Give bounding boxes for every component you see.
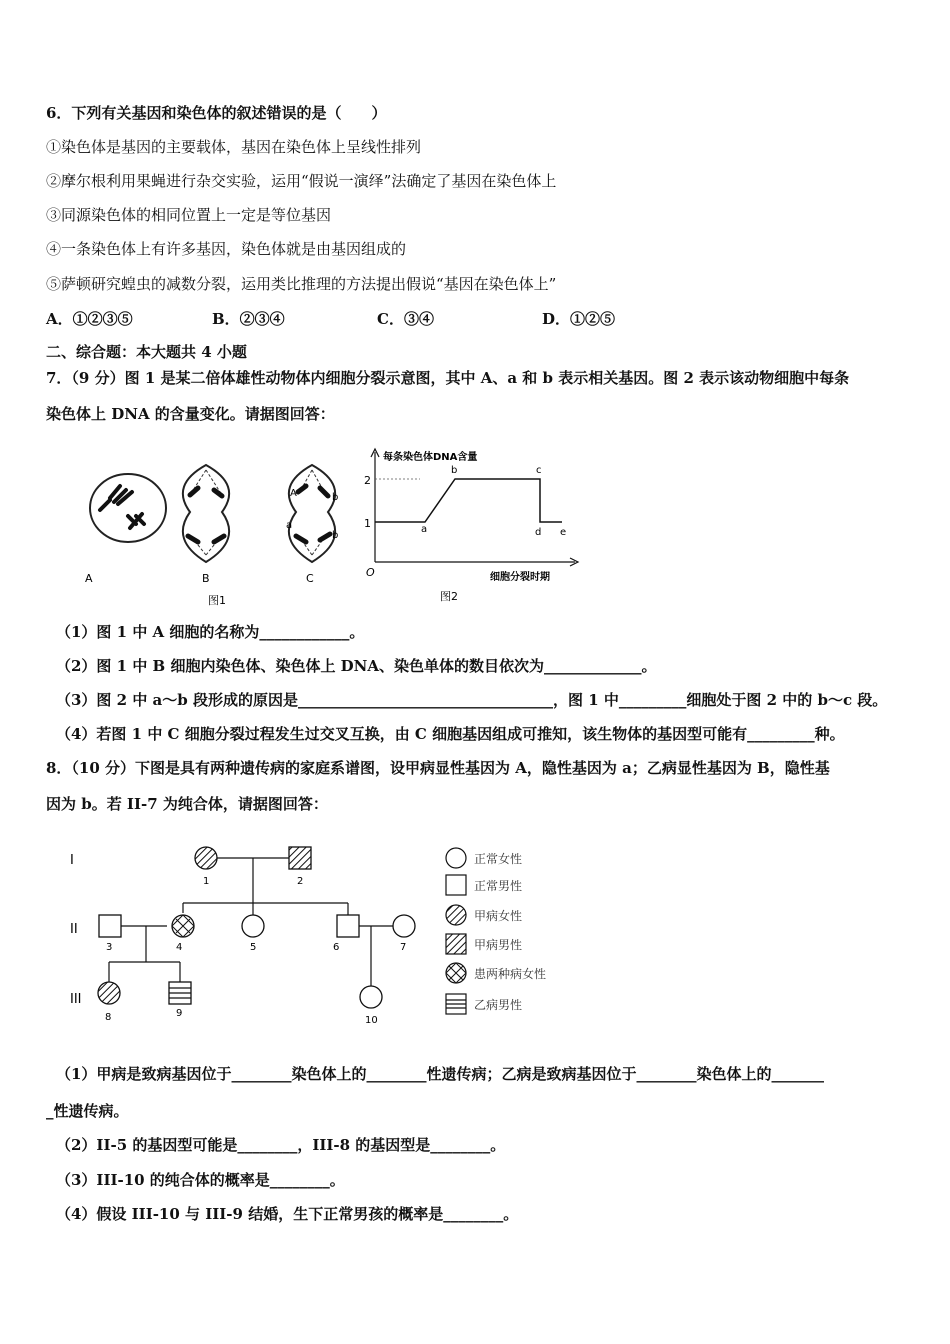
q8-sub-3: （3）III-10 的纯合体的概率是________。: [56, 1171, 345, 1189]
individual-II-6: [337, 915, 359, 937]
q6-title: 6．下列有关基因和染色体的叙述错误的是（ ）: [46, 104, 387, 122]
q8-sub-4: （4）假设 III-10 与 III-9 结婚，生下正常男孩的概率是________。: [56, 1205, 519, 1223]
legend-normal-female: 正常女性: [474, 852, 523, 866]
cell-b: [183, 465, 229, 562]
individual-II-7: [393, 915, 415, 937]
legend-b-male: 乙病男性: [474, 998, 523, 1012]
q7-sub-3: （3）图 2 中 a～b 段形成的原因是__________________________________，图 1 中_________细胞处于图 2 中的 b～c 段。: [56, 691, 888, 709]
cell-label-a: A: [85, 572, 93, 585]
q7-stem-line2: 染色体上 DNA 的含量变化。请据图回答：: [46, 405, 335, 423]
individual-I-2: [289, 847, 311, 869]
cell-c: [289, 465, 335, 562]
q7-stem-line1: 7．（9 分）图 1 是某二倍体雄性动物体内细胞分裂示意图，其中 A、a 和 b 表示相关基因。图 2 表示该动物细胞中每条: [46, 369, 850, 387]
fig2-ylabel: 每条染色体DNA含量: [383, 452, 478, 463]
id-7: 7: [400, 942, 407, 953]
cell-label-c: C: [306, 572, 314, 585]
gen-label-I: I: [70, 853, 74, 868]
legend-both-female: 患两种病女性: [474, 967, 547, 981]
individual-II-5: [242, 915, 264, 937]
id-9: 9: [176, 1008, 183, 1019]
q6-item-5: ⑤萨顿研究蝗虫的减数分裂，运用类比推理的方法提出假说“基因在染色体上”: [46, 275, 557, 293]
q6-item-3: ③同源染色体的相同位置上一定是等位基因: [46, 206, 332, 224]
id-2: 2: [297, 876, 304, 887]
id-3: 3: [106, 942, 113, 953]
cell-a: [90, 474, 166, 542]
id-6: 6: [333, 942, 340, 953]
q6-item-4: ④一条染色体上有许多基因，染色体就是由基因组成的: [46, 240, 407, 258]
legend-a-female: 甲病女性: [474, 909, 523, 923]
fig2-point-b: b: [451, 465, 458, 476]
fig2-graph: [371, 449, 578, 566]
q6-option-b: B．②③④: [212, 310, 285, 328]
individual-I-1: [195, 847, 217, 869]
individual-III-10: [360, 986, 382, 1008]
q8-sub-1: （1）甲病是致病基因位于________染色体上的________性遗传病；乙病是致病基因位于________染色体上的_______: [56, 1065, 824, 1083]
id-10: 10: [365, 1015, 378, 1026]
fig2-point-d: d: [535, 527, 542, 538]
individual-II-4: [172, 915, 194, 937]
q8-stem-line1: 8．（10 分）下图是具有两种遗传病的家庭系谱图，设甲病显性基因为 A，隐性基因为 a；乙病显性基因为 B，隐性基: [46, 759, 830, 777]
q8-sub-2: （2）II-5 的基因型可能是________，III-8 的基因型是________。: [56, 1136, 506, 1154]
fig1-caption: 图1: [208, 594, 226, 607]
section-2-heading: 二、综合题：本大题共 4 小题: [46, 343, 247, 361]
cell-label-b: B: [202, 572, 210, 585]
pedigree-legend: [446, 848, 466, 1014]
fig2-point-c: c: [536, 465, 542, 476]
gene-label-A: A: [290, 488, 297, 499]
fig2-ytick-2: 2: [364, 474, 371, 487]
individual-III-8: [98, 982, 120, 1004]
legend-normal-male: 正常男性: [474, 879, 523, 893]
q6-item-2: ②摩尔根利用果蝇进行杂交实验，运用“假说一演绎”法确定了基因在染色体上: [46, 172, 557, 190]
fig2-ytick-1: 1: [364, 517, 371, 530]
id-8: 8: [105, 1012, 112, 1023]
individual-III-9: [169, 982, 191, 1004]
legend-a-male: 甲病男性: [474, 938, 523, 952]
q7-sub-1: （1）图 1 中 A 细胞的名称为____________。: [56, 623, 365, 641]
fig2-point-e: e: [560, 527, 567, 538]
fig2-origin: O: [366, 566, 375, 579]
gen-label-III: III: [70, 992, 82, 1007]
gene-label-b-upper: b: [332, 492, 339, 503]
q6-item-1: ①染色体是基因的主要载体，基因在染色体上呈线性排列: [46, 138, 422, 156]
gen-label-II: II: [70, 922, 78, 937]
fig2-point-a: a: [421, 524, 428, 535]
q8-stem-line2: 因为 b。若 II-7 为纯合体，请据图回答：: [46, 795, 328, 813]
q8-sub-1-cont: _性遗传病。: [46, 1102, 129, 1120]
gene-label-a: a: [286, 520, 293, 531]
q8-pedigree: [60, 838, 590, 1033]
id-5: 5: [250, 942, 257, 953]
id-1: 1: [203, 876, 210, 887]
q6-option-a: A．①②③⑤: [46, 310, 133, 328]
q6-option-d: D．①②⑤: [542, 310, 616, 328]
q7-figures: [40, 440, 600, 610]
gene-label-b-lower: b: [332, 530, 339, 541]
fig2-caption: 图2: [440, 590, 458, 603]
q7-sub-4: （4）若图 1 中 C 细胞分裂过程发生过交叉互换，由 C 细胞基因组成可推知，该生物体的基因型可能有_________种。: [56, 725, 845, 743]
id-4: 4: [176, 942, 183, 953]
q6-option-c: C．③④: [377, 310, 434, 328]
fig2-xlabel: 细胞分裂时期: [490, 572, 550, 583]
q7-sub-2: （2）图 1 中 B 细胞内染色体、染色体上 DNA、染色单体的数目依次为_____________。: [56, 657, 657, 675]
individual-II-3: [99, 915, 121, 937]
